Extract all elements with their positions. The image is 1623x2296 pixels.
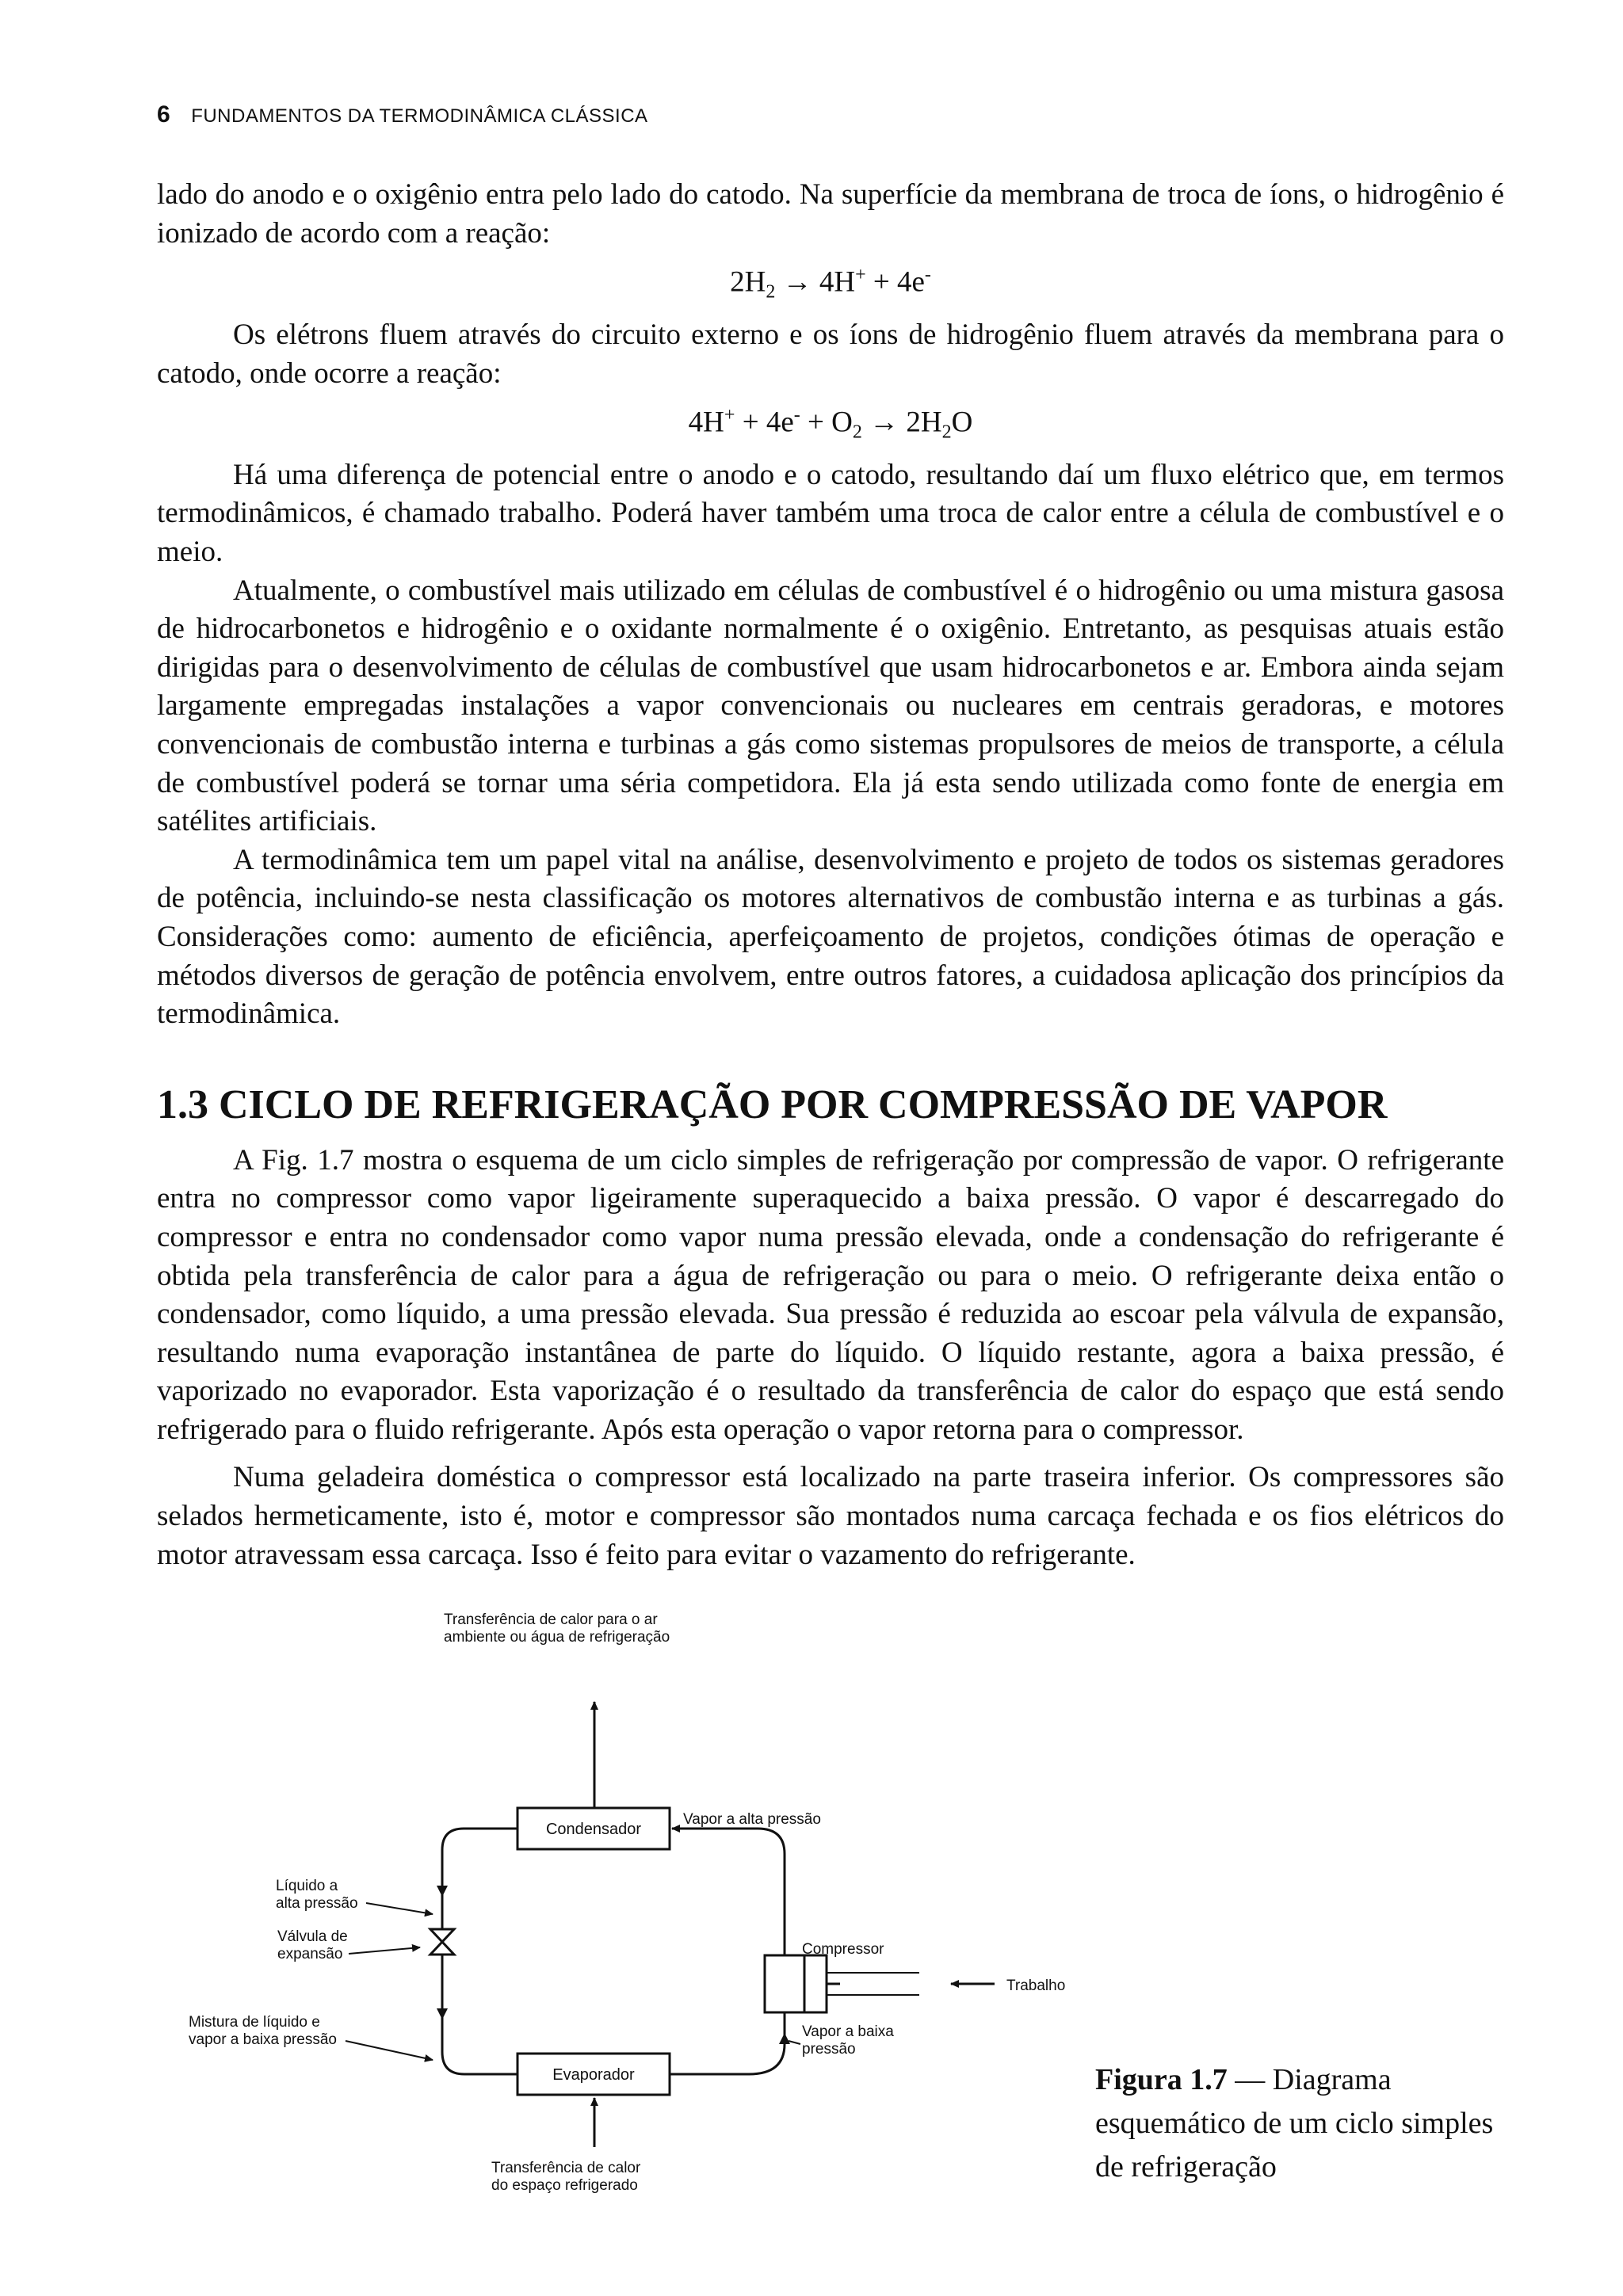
caption-label: Figura 1.7 xyxy=(1095,2063,1228,2096)
vapor-low-pointer xyxy=(789,2041,800,2044)
flow-arrow-left-top xyxy=(437,1886,448,1897)
line-valve-to-evaporator xyxy=(442,1955,517,2074)
paragraph-7: Numa geladeira doméstica o compressor está localizado na parte traseira inferior. Os compressores são selados hermeticamente, isto é, motor e compressor são montados numa carcaça fechada e os fios elétricos do motor atravessam essa carcaça. Isso é feito para evitar o vazamento do refrigerante. xyxy=(157,1461,1504,1571)
mixture-label-line2: vapor a baixa pressão xyxy=(189,2031,337,2048)
paragraph-2: Os elétrons fluem através do circuito externo e os íons de hidrogênio fluem através da membrana para o catodo, onde ocorre a reação: xyxy=(157,318,1504,390)
vapor-high-pressure-label: Vapor a alta pressão xyxy=(683,1811,821,1828)
work-label: Trabalho xyxy=(1006,1978,1066,1994)
equation-1: $2H_2 \to 4H^+ + 4e^-$ xyxy=(730,265,931,303)
mixture-pointer xyxy=(346,2041,433,2060)
condenser-label: Condensador xyxy=(545,1821,642,1838)
valve-label-line2: expansão xyxy=(277,1946,343,1962)
page-number: 6 xyxy=(157,101,171,128)
section-title: 1.3 CICLO DE REFRIGERAÇÃO POR COMPRESSÃO DE VAPOR xyxy=(157,1081,1388,1127)
paragraph-5: A termodinâmica tem um papel vital na análise, desenvolvimento e projeto de todos os sistemas geradores de potência, incluindo-se nesta classificação os motores alternativos de combustão interna e as turbinas a gás. Considerações como: aumento de eficiência, aperfeiçoamento de projetos, condições ótimas de operação e métodos diversos de geração de potência envolvem, entre outros fatores, a cuidadosa aplicação dos princípios da termodinâmica. xyxy=(157,843,1504,1031)
liquid-high-pointer xyxy=(366,1903,433,1914)
line-evaporator-to-compressor xyxy=(670,2012,785,2074)
cycle-diagram xyxy=(158,1600,1189,2234)
paragraph-3: Há uma diferença de potencial entre o anodo e o catodo, resultando daí um fluxo elétrico que, em termos termodinâmicos, é chamado trabalho. Poderá haver também uma troca de calor entre a célula de combustível e o meio. xyxy=(157,458,1504,568)
top-heat-label-line1: Transferência de calor para o ar xyxy=(444,1611,658,1628)
bottom-heat-label-line2: do espaço refrigerado xyxy=(491,2177,638,2194)
paragraph-1: lado do anodo e o oxigênio entra pelo lado do catodo. Na superfície da membrana de troca de íons, o hidrogênio é ionizado de acordo com a reação: xyxy=(157,178,1504,250)
liquid-high-pressure-line2: alta pressão xyxy=(276,1895,358,1912)
expansion-valve-icon xyxy=(430,1929,454,1955)
running-head xyxy=(157,101,648,128)
compressor-piston xyxy=(804,1955,827,2012)
compressor-label: Compressor xyxy=(802,1941,884,1958)
flow-arrow-left-bottom xyxy=(437,2008,448,2019)
liquid-high-pressure-line1: Líquido a xyxy=(276,1878,338,1894)
top-heat-label-line2: ambiente ou água de refrigeração xyxy=(444,1629,670,1646)
flow-arrow-right xyxy=(779,2033,790,2044)
line-condenser-to-valve xyxy=(442,1829,517,1929)
equation-2: $4H^+ + 4e^- + O_2 \to 2H_2O$ xyxy=(688,405,973,443)
vapor-low-pressure-line1: Vapor a baixa xyxy=(802,2023,894,2040)
body-text xyxy=(157,176,1504,1574)
vapor-low-pressure-line2: pressão xyxy=(802,2041,856,2058)
figure-refrigeration-cycle xyxy=(158,1600,1189,2234)
book-title: FUNDAMENTOS DA TERMODINÂMICA CLÁSSICA xyxy=(191,105,648,127)
paragraph-4: Atualmente, o combustível mais utilizado em células de combustível é o hidrogênio ou uma mistura gasosa de hidrocarbonetos e hidrogênio e o oxidante normalmente é o oxigênio. Entretanto, as pesquisas atuais estão dirigidas para o desenvolvimento de células de combustível que usam hidrocarbonetos e ar. Embora ainda sejam largamente empregadas instalações a vapor convencionais ou nucleares em centrais geradoras, e motores convencionais de combustão interna e turbinas a gás como sistemas propulsores de meios de transporte, a célula de combustível poderá se tornar uma séria competidora. Ela já esta sendo utilizada como fonte de energia em satélites artificiais. xyxy=(157,574,1504,838)
caption-text: — Diagrama esquemático de um ciclo simples de refrigeração xyxy=(1095,2063,1494,2183)
line-compressor-to-condenser xyxy=(672,1829,785,1955)
valve-pointer xyxy=(349,1947,420,1954)
evaporator-label: Evaporador xyxy=(552,2066,635,2084)
mixture-label-line1: Mistura de líquido e xyxy=(189,2014,320,2031)
valve-label-line1: Válvula de xyxy=(277,1928,348,1945)
figure-caption xyxy=(1095,2058,1507,2189)
bottom-heat-label-line1: Transferência de calor xyxy=(491,2160,641,2176)
compressor-cylinder xyxy=(765,1955,804,2012)
paragraph-6: A Fig. 1.7 mostra o esquema de um ciclo simples de refrigeração por compressão de vapor. O refrigerante entra no compressor como vapor ligeiramente superaquecido a baixa pressão. O vapor é descarregado do compressor e entra no condensador como vapor numa pressão elevada, onde a condensação do refrigerante é obtida pela transferência de calor para a água de refrigeração ou para o meio. O refrigerante deixa então o condensador, como líquido, a uma pressão elevada. Sua pressão é reduzida ao escoar pela válvula de expansão, resultando numa evaporação instantânea de parte do líquido. O líquido restante, agora a baixa pressão, é vaporizado no evaporador. Esta vaporização é o resultado da transferência de calor do espaço que está sendo refrigerado para o fluido refrigerante. Após esta operação o vapor retorna para o compressor. xyxy=(157,1143,1504,1446)
